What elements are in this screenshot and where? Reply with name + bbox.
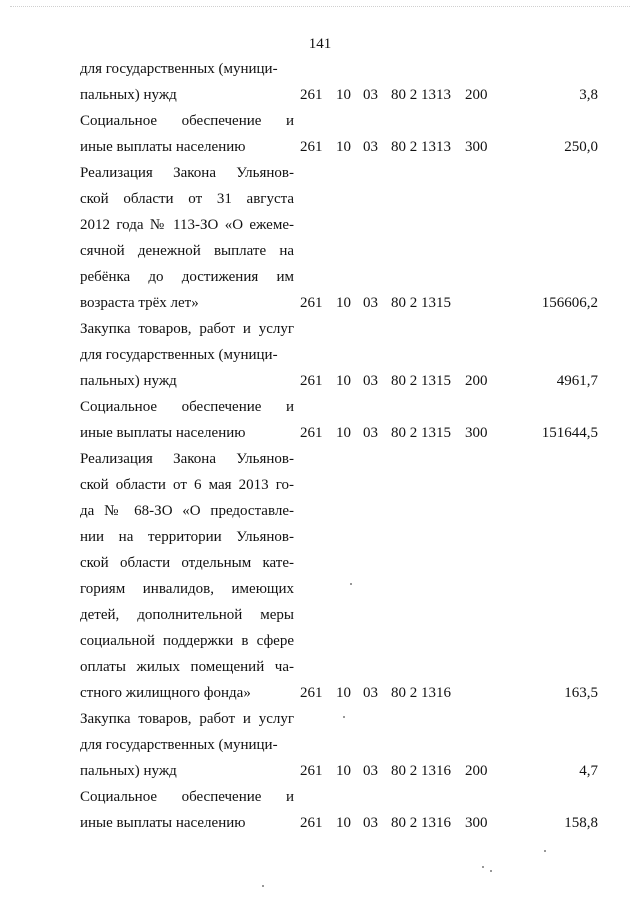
description-line: социальной поддержки в сфере — [80, 633, 294, 649]
ministry-code: 261 — [300, 139, 323, 155]
ministry-code: 261 — [300, 87, 323, 103]
expense-type-code: 200 — [465, 763, 488, 779]
amount: 4961,7 — [556, 373, 598, 389]
row-description — [80, 108, 294, 160]
amount: 156606,2 — [541, 295, 598, 311]
description-line: ребёнка до достижения им — [80, 269, 294, 285]
subsection-code: 03 — [363, 295, 378, 311]
ministry-code: 261 — [300, 425, 323, 441]
description-line: ской области отдельным кате- — [80, 555, 294, 571]
row-description — [80, 394, 294, 446]
scan-speck — [482, 866, 484, 868]
target-article-code: 80 2 1315 — [391, 295, 451, 311]
table-row — [80, 784, 600, 836]
subsection-code: 03 — [363, 815, 378, 831]
amount: 151644,5 — [541, 425, 598, 441]
description-line: оплаты жилых помещений ча- — [80, 659, 294, 675]
section-code: 10 — [336, 763, 351, 779]
scan-speck — [490, 870, 492, 872]
row-description — [80, 784, 294, 836]
target-article-code: 80 2 1316 — [391, 685, 451, 701]
row-description — [80, 316, 294, 394]
target-article-code: 80 2 1313 — [391, 87, 451, 103]
description-line: стного жилищного фонда» — [80, 685, 251, 701]
description-line: пальных) нужд — [80, 373, 177, 389]
description-line: Реализация Закона Ульянов- — [80, 165, 294, 181]
description-line: Закупка товаров, работ и услуг — [80, 321, 294, 337]
section-code: 10 — [336, 373, 351, 389]
description-line: иные выплаты населению — [80, 425, 246, 441]
description-line: иные выплаты населению — [80, 139, 246, 155]
description-line: сячной денежной выплате на — [80, 243, 294, 259]
description-line: детей, дополнительной меры — [80, 607, 294, 623]
row-codes — [294, 368, 598, 394]
description-line: гориям инвалидов, имеющих — [80, 581, 294, 597]
description-line: нии на территории Ульянов- — [80, 529, 294, 545]
expense-type-code: 200 — [465, 373, 488, 389]
table-row — [80, 56, 600, 108]
table-row — [80, 446, 600, 706]
row-codes — [294, 134, 598, 160]
section-code: 10 — [336, 87, 351, 103]
description-line: для государственных (муници- — [80, 347, 278, 363]
amount: 4,7 — [579, 763, 598, 779]
subsection-code: 03 — [363, 87, 378, 103]
amount: 250,0 — [564, 139, 598, 155]
table-row — [80, 316, 600, 394]
expense-type-code: 300 — [465, 815, 488, 831]
table-row — [80, 394, 600, 446]
row-codes — [294, 680, 598, 706]
row-codes — [294, 290, 598, 316]
table-row — [80, 706, 600, 784]
row-codes — [294, 420, 598, 446]
ministry-code: 261 — [300, 373, 323, 389]
target-article-code: 80 2 1316 — [391, 763, 451, 779]
budget-table — [80, 56, 600, 836]
description-line: пальных) нужд — [80, 87, 177, 103]
row-description — [80, 706, 294, 784]
description-line: Социальное обеспечение и — [80, 399, 294, 415]
amount: 163,5 — [564, 685, 598, 701]
description-line: возраста трёх лет» — [80, 295, 199, 311]
description-line: Социальное обеспечение и — [80, 789, 294, 805]
page-number: 141 — [308, 36, 332, 52]
ministry-code: 261 — [300, 295, 323, 311]
subsection-code: 03 — [363, 139, 378, 155]
row-codes — [294, 810, 598, 836]
expense-type-code: 200 — [465, 87, 488, 103]
description-line: Закупка товаров, работ и услуг — [80, 711, 294, 727]
row-codes — [294, 758, 598, 784]
row-description — [80, 446, 294, 706]
description-line: иные выплаты населению — [80, 815, 246, 831]
description-line: для государственных (муници- — [80, 61, 278, 77]
section-code: 10 — [336, 685, 351, 701]
amount: 3,8 — [579, 87, 598, 103]
description-line: пальных) нужд — [80, 763, 177, 779]
section-code: 10 — [336, 425, 351, 441]
ministry-code: 261 — [300, 685, 323, 701]
row-codes — [294, 82, 598, 108]
subsection-code: 03 — [363, 373, 378, 389]
target-article-code: 80 2 1315 — [391, 425, 451, 441]
description-line: 2012 года № 113-ЗО «О ежеме- — [80, 217, 294, 233]
description-line: Реализация Закона Ульянов- — [80, 451, 294, 467]
description-line: ской области от 6 мая 2013 го- — [80, 477, 294, 493]
row-description — [80, 56, 294, 108]
section-code: 10 — [336, 815, 351, 831]
ministry-code: 261 — [300, 763, 323, 779]
table-row — [80, 108, 600, 160]
description-line: Социальное обеспечение и — [80, 113, 294, 129]
section-code: 10 — [336, 139, 351, 155]
ministry-code: 261 — [300, 815, 323, 831]
target-article-code: 80 2 1315 — [391, 373, 451, 389]
target-article-code: 80 2 1316 — [391, 815, 451, 831]
subsection-code: 03 — [363, 425, 378, 441]
subsection-code: 03 — [363, 763, 378, 779]
scan-speck — [262, 885, 264, 887]
section-code: 10 — [336, 295, 351, 311]
expense-type-code: 300 — [465, 139, 488, 155]
target-article-code: 80 2 1313 — [391, 139, 451, 155]
expense-type-code: 300 — [465, 425, 488, 441]
amount: 158,8 — [564, 815, 598, 831]
table-row — [80, 160, 600, 316]
subsection-code: 03 — [363, 685, 378, 701]
description-line: для государственных (муници- — [80, 737, 278, 753]
description-line: ской области от 31 августа — [80, 191, 294, 207]
scan-speck — [544, 850, 546, 852]
scan-noise-top — [10, 6, 630, 11]
description-line: да № 68-ЗО «О предоставле- — [80, 503, 294, 519]
row-description — [80, 160, 294, 316]
